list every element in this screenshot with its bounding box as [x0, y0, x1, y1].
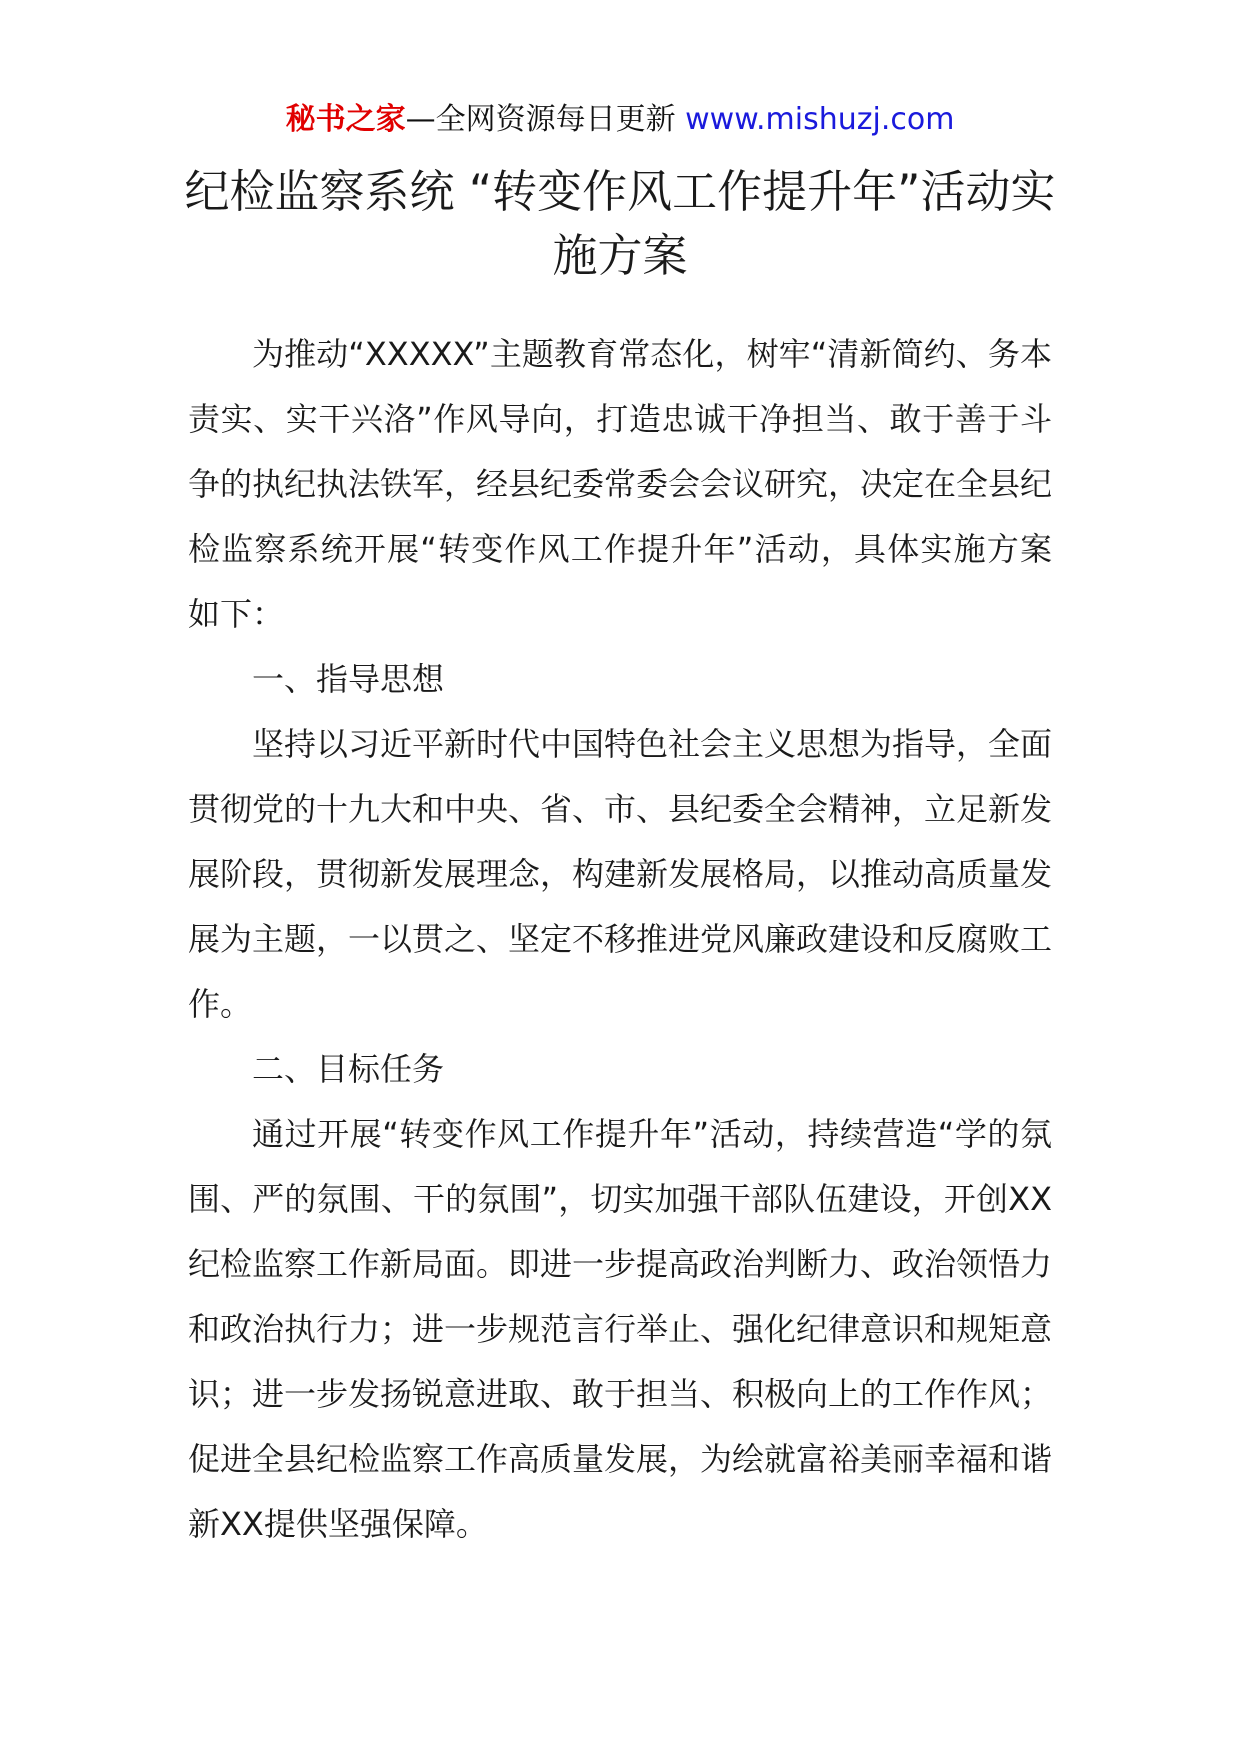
intro-paragraph: 为推动“XXXXX”主题教育常态化，树牢“清新简约、务本责实、实干兴洛”作风导向，打造忠诚干净担当、敢于善于斗争的执纪执法铁军，经县纪委常委会会议研究，决定在全县纪检监察系统开展“转变作风工作提升年”活动，具体实施方案如下： [188, 335, 1053, 633]
site-banner [0, 100, 1240, 140]
section-heading-goals-tasks: 二、目标任务 [252, 1050, 445, 1088]
document-title: 纪检监察系统 “转变作风工作提升年”活动实施方案 [184, 165, 1056, 282]
site-url-link[interactable]: www.mishuzj.com [685, 102, 955, 137]
brand-name: 秘书之家 [285, 102, 406, 137]
guiding-ideology-paragraph: 坚持以习近平新时代中国特色社会主义思想为指导，全面贯彻党的十九大和中央、省、市、县纪委全会精神，立足新发展阶段，贯彻新发展理念，构建新发展格局，以推动高质量发展为主题，一以贯之、坚定不移推进党风廉政建设和反腐败工作。 [188, 725, 1053, 1023]
document-body [188, 322, 1052, 1557]
goals-tasks-paragraph: 通过开展“转变作风工作提升年”活动，持续营造“学的氛围、严的氛围、干的氛围”，切实加强干部队伍建设，开创XX纪检监察工作新局面。即进一步提高政治判断力、政治领悟力和政治执行力；进一步规范言行举止、强化纪律意识和规矩意识；进一步发扬锐意进取、敢于担当、积极向上的工作作风；促进全县纪检监察工作高质量发展，为绘就富裕美丽幸福和谐新XX提供坚强保障。 [188, 1115, 1053, 1543]
section-heading-guiding-ideology: 一、指导思想 [252, 660, 445, 698]
banner-slogan: —全网资源每日更新 [405, 102, 676, 137]
